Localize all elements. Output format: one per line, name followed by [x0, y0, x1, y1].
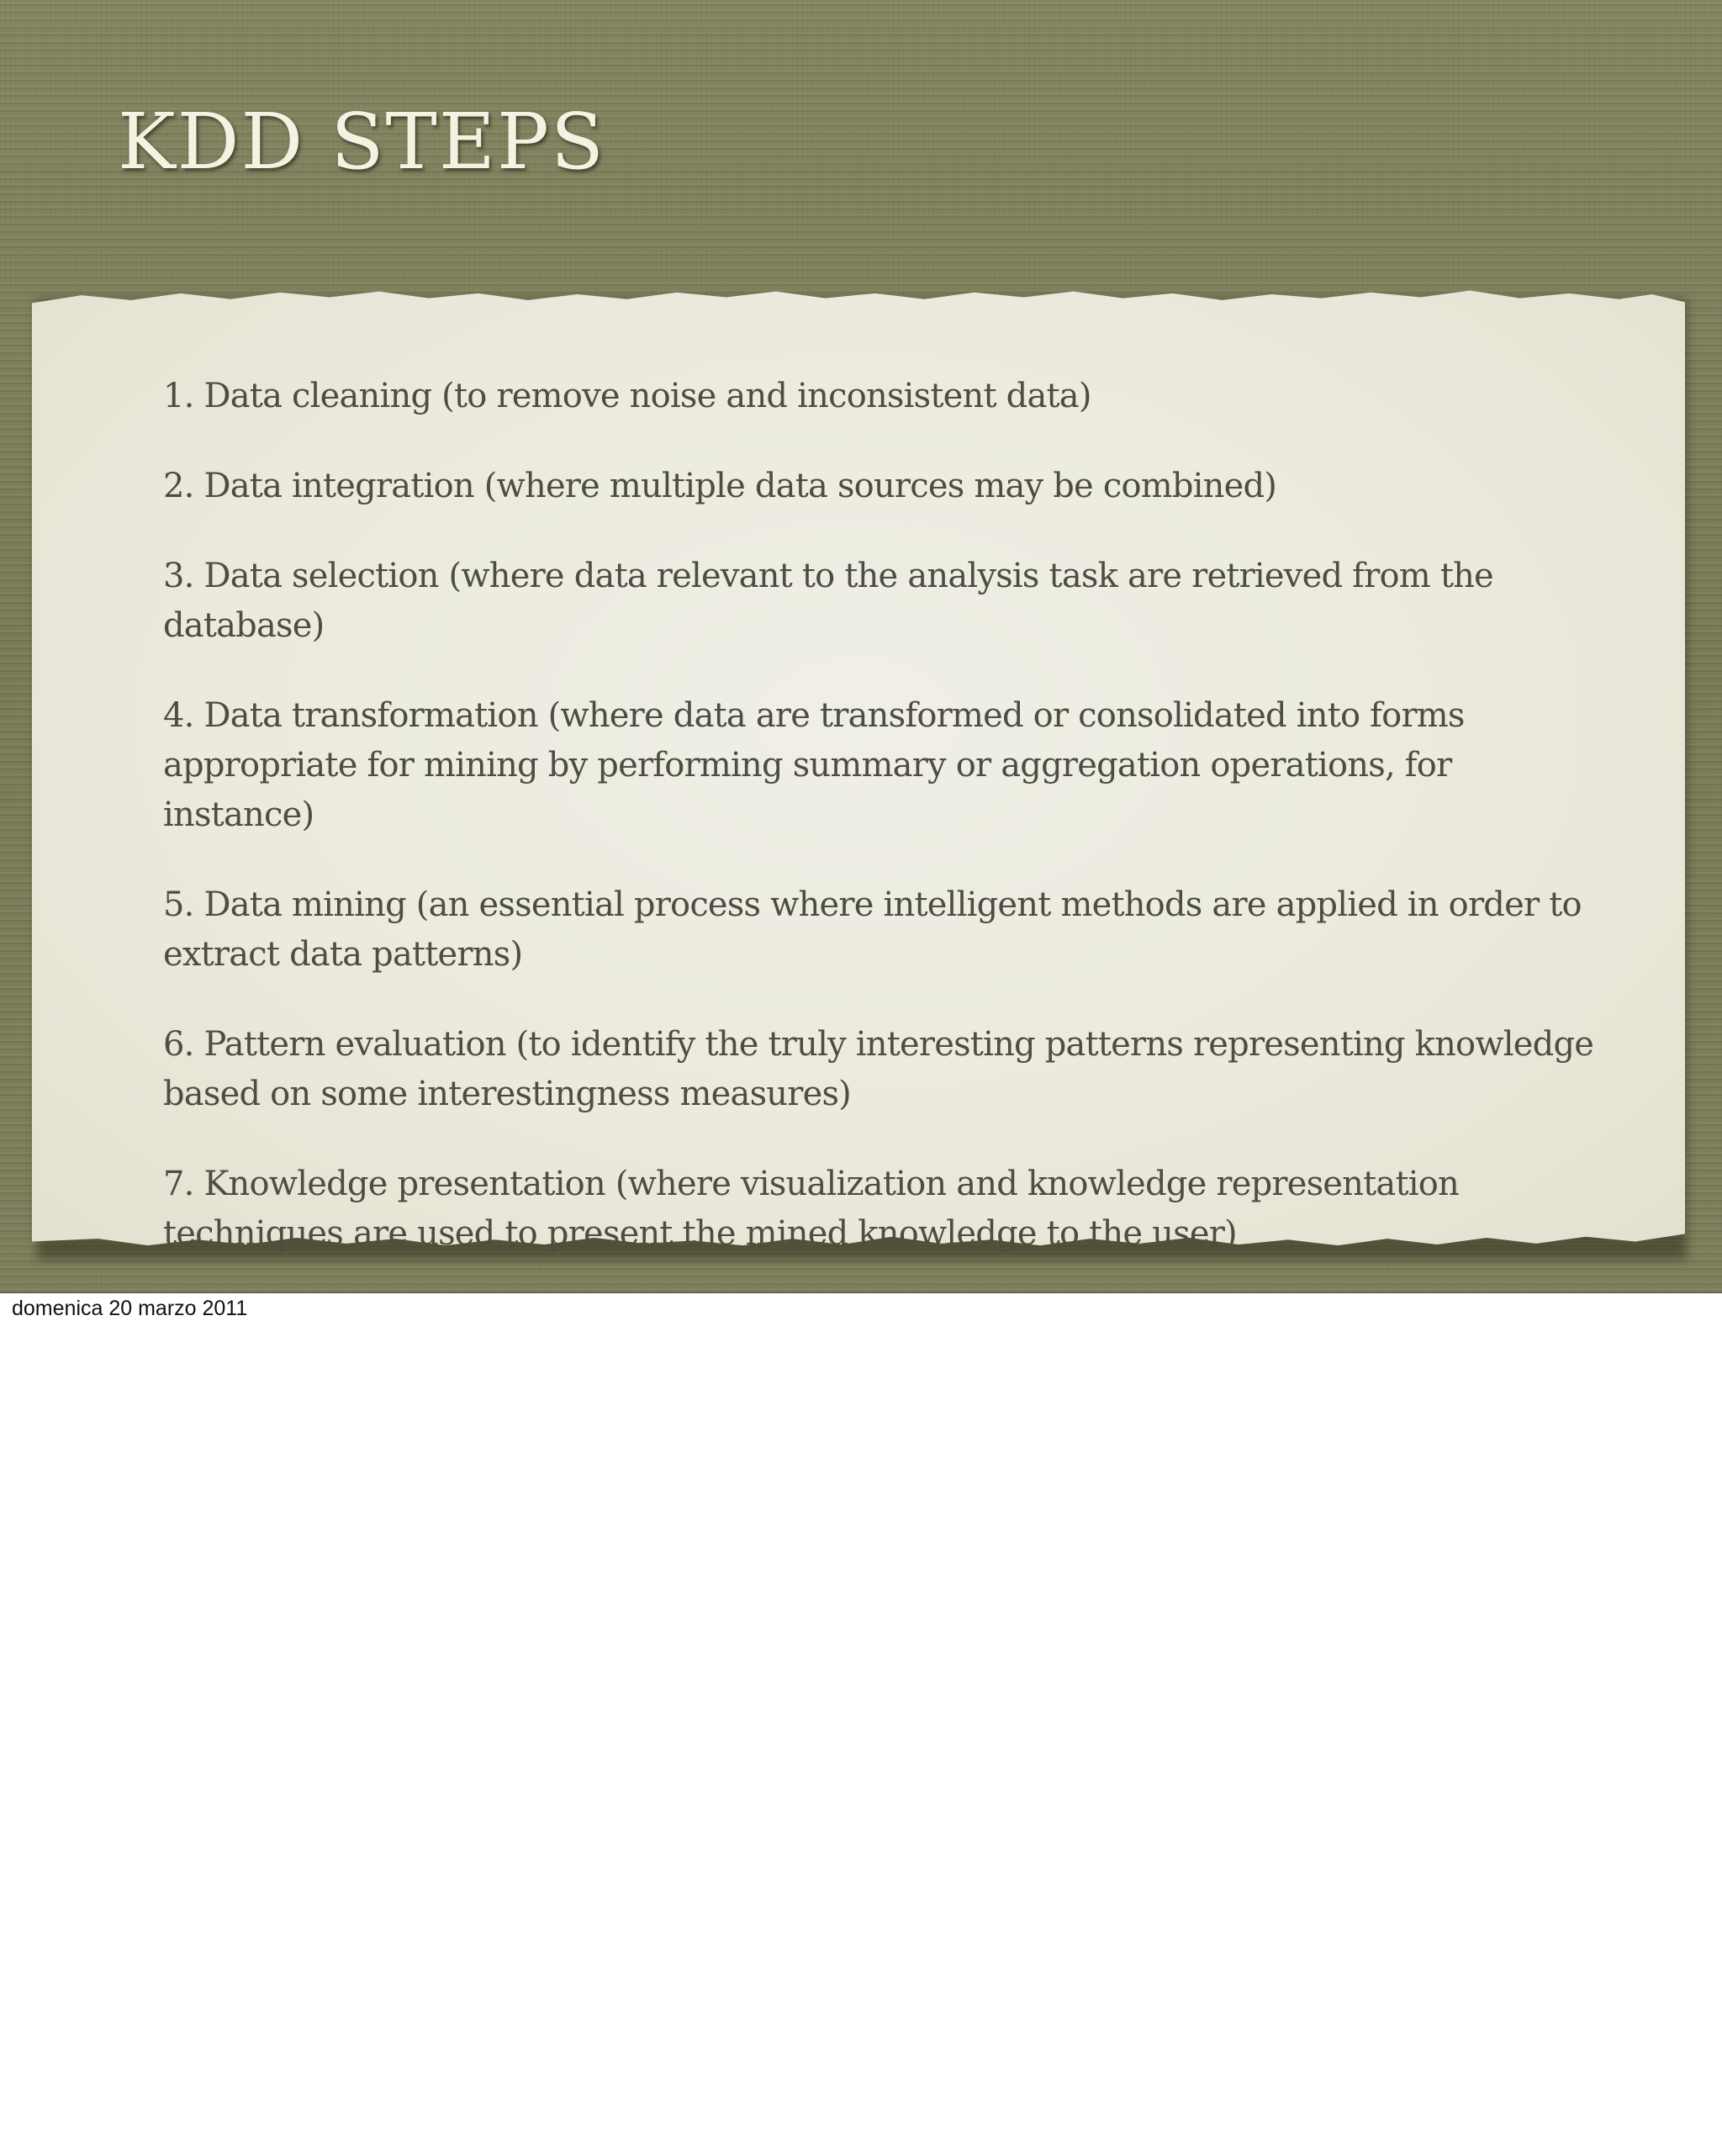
footer-date: domenica 20 marzo 2011 — [12, 1297, 248, 1320]
step-2: 2. Data integration (where multiple data sources may be combined) — [163, 467, 1277, 505]
slide-title: KDD STEPS — [118, 97, 605, 187]
step-3: 3. Data selection (where data relevant to the analysis task are retrieved from the database) — [163, 557, 1493, 645]
step-7: 7. Knowledge presentation (where visualization and knowledge representation techniques are used to present the mined knowledge to the user) — [163, 1165, 1459, 1253]
step-5: 5. Data mining (an essential process where intelligent methods are applied in order to extract data patterns) — [163, 885, 1582, 974]
step-1: 1. Data cleaning (to remove noise and inconsistent data) — [163, 377, 1091, 415]
kdd-steps-list — [163, 372, 1609, 1293]
step-4: 4. Data transformation (where data are transformed or consolidated into forms appropriate for mining by performing summary or aggregation operations, for instance) — [163, 696, 1465, 834]
step-6: 6. Pattern evaluation (to identify the truly interesting patterns representing knowledge based on some interestingness measures) — [163, 1025, 1594, 1113]
